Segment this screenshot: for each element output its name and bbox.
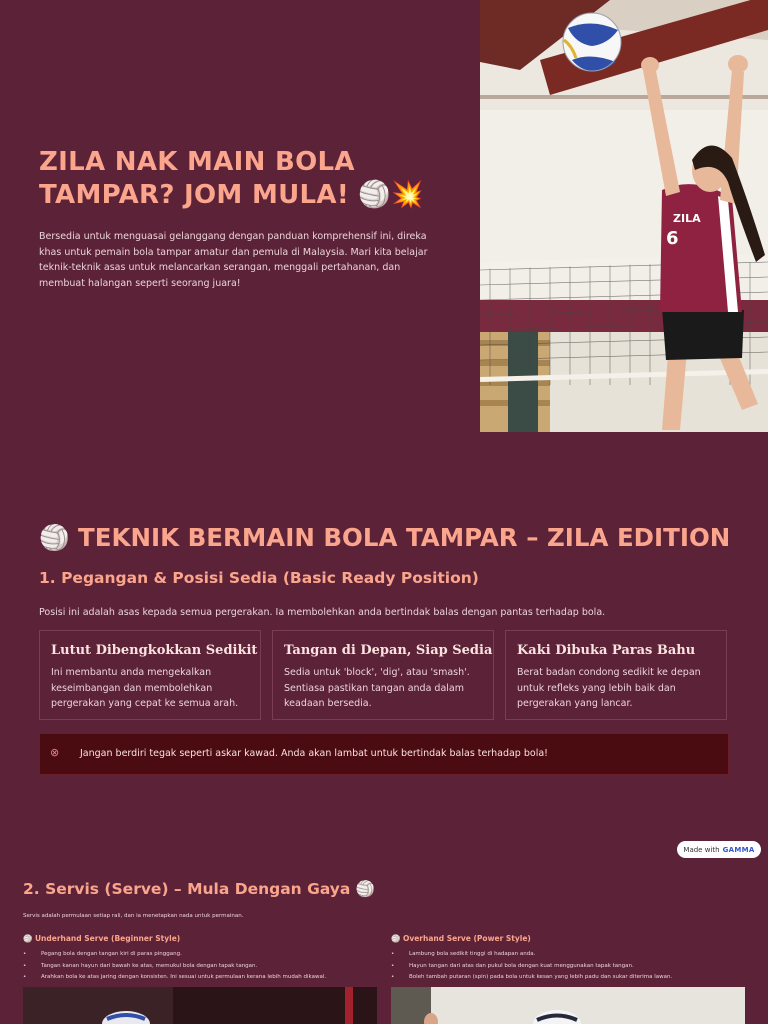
overhand-serve-photo [391, 987, 745, 1024]
ready-position-intro: Posisi ini adalah asas kepada semua pergerakan. Ia membolehkan anda bertindak balas dengan pantas terhadap bola. [39, 607, 606, 618]
list-item: • Tangan kanan hayun dari bawah ke atas, memukul bola dengan tapak tangan. [23, 961, 378, 973]
underhand-serve-list [23, 949, 378, 984]
card-text: Berat badan condong sedikit ke depan untuk refleks yang lebih baik dan pergerakan yang lancar. [517, 667, 701, 709]
list-item: • Boleh tambah putaran (spin) pada bola untuk kesan yang lebih padu dan sukar diterima lawan. [391, 972, 746, 984]
underhand-serve-title: 🏐 Underhand Serve (Beginner Style) [23, 934, 181, 943]
list-item: • Arahkan bola ke atas jaring dengan konsisten. Ini sesuai untuk permulaan kerana lebih mudah dikawal. [23, 972, 378, 984]
hero-description: Bersedia untuk menguasai gelanggang dengan panduan komprehensif ini, direka khas untuk pemain bola tampar amatur dan pemula di Malaysia. Mari kita belajar teknik-teknik asas untuk melancarkan serangan, menggali pertahanan, dan membuat halangan seperti seorang juara! [39, 231, 428, 289]
list-item: • Pegang bola dengan tangan kiri di paras pinggang. [23, 949, 378, 961]
underhand-serve-column [23, 934, 378, 984]
card-tangan [272, 630, 494, 720]
underhand-serve-photo [23, 987, 377, 1024]
made-with-gamma-badge[interactable] [677, 841, 761, 858]
hero-text-block [39, 146, 449, 291]
hero-title: ZILA NAK MAIN BOLA TAMPAR? JOM MULA! 🏐💥 [39, 147, 424, 210]
card-title: Tangan di Depan, Siap Sedia [284, 643, 493, 658]
volleyball-icon [563, 13, 621, 71]
list-item: • Lambung bola sedikit tinggi di hadapan anda. [391, 949, 746, 961]
card-title: Lutut Dibengkokkan Sedikit [51, 643, 258, 658]
section-title-teknik: 🏐 TEKNIK BERMAIN BOLA TAMPAR – ZILA EDITION [39, 523, 731, 552]
card-lutut [39, 630, 261, 720]
card-text: Sedia untuk 'block', 'dig', atau 'smash'. Sentiasa pastikan tangan anda dalam keadaan bersedia. [284, 667, 470, 709]
card-text: Ini membantu anda mengekalkan keseimbangan dan membolehkan pergerakan yang cepat ke semua arah. [51, 667, 239, 709]
jersey-number: 6 [666, 228, 679, 249]
card-kaki [505, 630, 727, 720]
gamma-logo: GAMMA [722, 845, 755, 854]
overhand-serve-column [391, 934, 746, 984]
badge-prefix: Made with [683, 845, 720, 854]
serve-heading: 2. Servis (Serve) – Mula Dengan Gaya 🏐 [23, 880, 376, 898]
close-circle-icon: ⊗ [50, 746, 60, 759]
ready-position-cards [39, 630, 729, 722]
overhand-serve-list [391, 949, 746, 984]
overhand-serve-title: 🏐 Overhand Serve (Power Style) [391, 934, 531, 943]
hero-volleyball-photo [480, 0, 768, 432]
list-item: • Hayun tangan dari atas dan pukul bola dengan kuat menggunakan tapak tangan. [391, 961, 746, 973]
ready-position-heading: 1. Pegangan & Posisi Sedia (Basic Ready Position) [39, 569, 479, 587]
warning-text: Jangan berdiri tegak seperti askar kawad. Anda akan lambat untuk bertindak balas terhadap bola! [80, 748, 548, 759]
serve-intro: Servis adalah permulaan setiap rali, dan ia menetapkan nada untuk permainan. [23, 913, 244, 919]
jersey-lettering: ZILA [673, 212, 701, 225]
card-title: Kaki Dibuka Paras Bahu [517, 643, 696, 658]
warning-callout [39, 733, 729, 775]
